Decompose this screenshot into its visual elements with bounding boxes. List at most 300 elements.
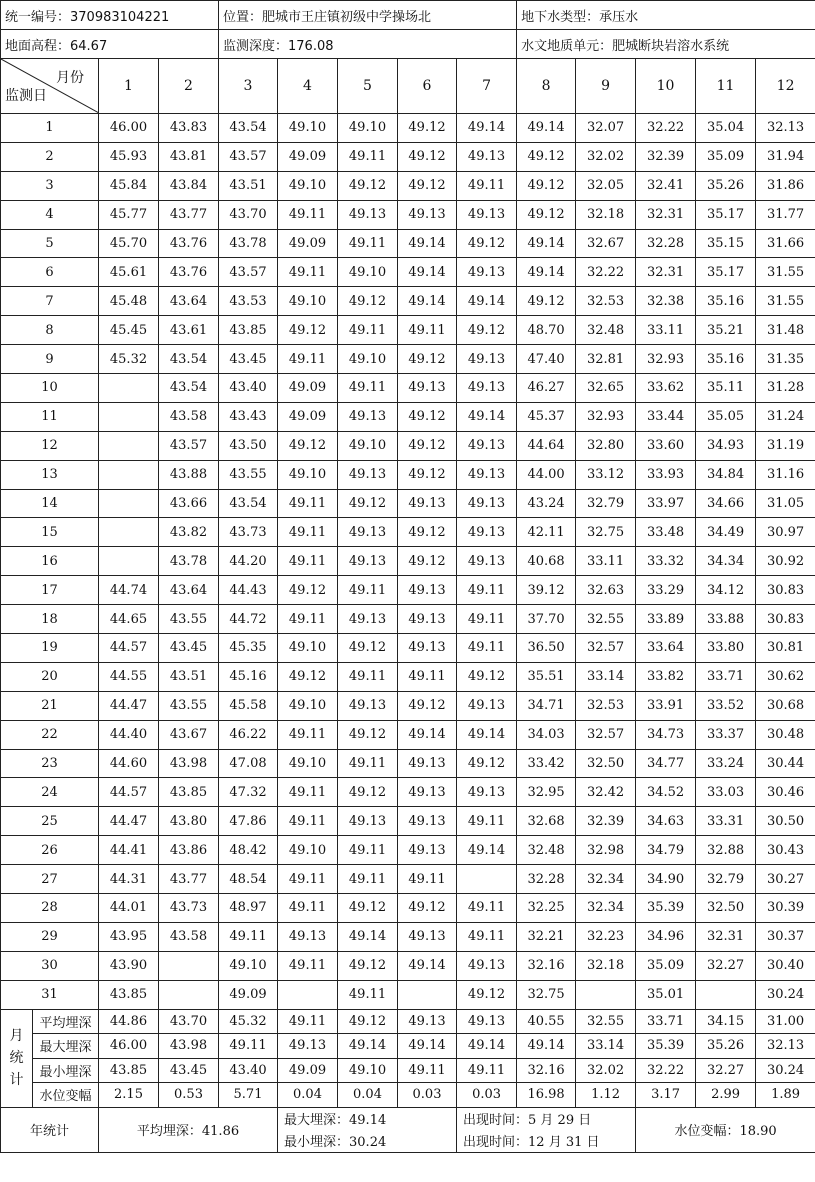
value-cell: 49.10 bbox=[338, 345, 398, 374]
value-cell: 49.14 bbox=[457, 402, 517, 431]
value-cell: 32.22 bbox=[576, 258, 636, 287]
value-cell: 43.54 bbox=[219, 489, 278, 518]
value-cell: 49.14 bbox=[398, 258, 457, 287]
value-cell: 49.14 bbox=[338, 922, 398, 951]
value-cell: 34.84 bbox=[696, 460, 756, 489]
table-row bbox=[1, 634, 815, 663]
value-cell: 49.12 bbox=[457, 980, 517, 1009]
value-cell: 43.73 bbox=[219, 518, 278, 547]
value-cell: 30.24 bbox=[756, 980, 815, 1009]
value-cell: 49.11 bbox=[278, 258, 338, 287]
value-cell: 43.77 bbox=[159, 865, 219, 894]
value-cell: 49.10 bbox=[338, 258, 398, 287]
table-row bbox=[1, 431, 815, 460]
stats-label: 最大埋深 bbox=[33, 1034, 99, 1059]
value-cell: 32.53 bbox=[576, 691, 636, 720]
day-cell: 4 bbox=[1, 200, 99, 229]
value-cell: 32.88 bbox=[696, 836, 756, 865]
value-cell: 43.88 bbox=[159, 460, 219, 489]
value-cell: 32.31 bbox=[636, 258, 696, 287]
value-cell: 43.55 bbox=[159, 605, 219, 634]
value-cell: 44.31 bbox=[99, 865, 159, 894]
value-cell: 49.13 bbox=[457, 431, 517, 460]
value-cell: 47.40 bbox=[517, 345, 576, 374]
value-cell: 49.14 bbox=[517, 258, 576, 287]
day-cell: 20 bbox=[1, 662, 99, 691]
stats-value-cell: 49.11 bbox=[278, 1009, 338, 1034]
value-cell: 30.62 bbox=[756, 662, 815, 691]
table-row bbox=[1, 951, 815, 980]
station-location: 位置：肥城市王庄镇初级中学操场北 bbox=[219, 1, 517, 30]
value-cell: 35.21 bbox=[696, 316, 756, 345]
value-cell: 49.14 bbox=[517, 114, 576, 143]
value-cell: 49.09 bbox=[278, 142, 338, 171]
value-cell: 43.76 bbox=[159, 258, 219, 287]
value-cell: 49.11 bbox=[338, 749, 398, 778]
value-cell: 49.11 bbox=[278, 951, 338, 980]
value-cell: 49.09 bbox=[219, 980, 278, 1009]
value-cell: 31.55 bbox=[756, 287, 815, 316]
stats-value-cell: 43.85 bbox=[99, 1058, 159, 1083]
monitoring-depth: 监测深度：176.08 bbox=[219, 30, 517, 59]
value-cell: 33.93 bbox=[636, 460, 696, 489]
day-cell: 28 bbox=[1, 894, 99, 923]
value-cell: 32.53 bbox=[576, 287, 636, 316]
value-cell: 49.12 bbox=[398, 171, 457, 200]
month-axis-label: 月份 bbox=[56, 70, 84, 86]
month-header: 1 bbox=[99, 59, 159, 114]
value-cell: 44.20 bbox=[219, 547, 278, 576]
day-cell: 7 bbox=[1, 287, 99, 316]
stats-value-cell: 49.14 bbox=[398, 1034, 457, 1059]
value-cell: 43.83 bbox=[159, 114, 219, 143]
value-cell: 32.81 bbox=[576, 345, 636, 374]
table-row bbox=[1, 374, 815, 403]
annual-range: 水位变幅：18.90 bbox=[636, 1107, 815, 1152]
table-row bbox=[1, 171, 815, 200]
value-cell: 32.98 bbox=[576, 836, 636, 865]
value-cell: 43.70 bbox=[219, 200, 278, 229]
stats-value-cell: 49.11 bbox=[398, 1058, 457, 1083]
month-header: 2 bbox=[159, 59, 219, 114]
value-cell: 33.42 bbox=[517, 749, 576, 778]
value-cell: 43.85 bbox=[219, 316, 278, 345]
value-cell: 49.11 bbox=[338, 980, 398, 1009]
value-cell: 45.61 bbox=[99, 258, 159, 287]
table-row bbox=[1, 316, 815, 345]
value-cell: 43.45 bbox=[159, 634, 219, 663]
value-cell: 49.12 bbox=[278, 316, 338, 345]
value-cell: 32.16 bbox=[517, 951, 576, 980]
stats-label: 水位变幅 bbox=[33, 1083, 99, 1108]
value-cell: 33.29 bbox=[636, 576, 696, 605]
value-cell: 33.97 bbox=[636, 489, 696, 518]
value-cell: 32.25 bbox=[517, 894, 576, 923]
table-row bbox=[1, 778, 815, 807]
value-cell: 44.41 bbox=[99, 836, 159, 865]
value-cell: 49.09 bbox=[278, 374, 338, 403]
value-cell: 31.66 bbox=[756, 229, 815, 258]
value-cell: 31.05 bbox=[756, 489, 815, 518]
value-cell: 44.47 bbox=[99, 691, 159, 720]
stats-value-cell: 0.04 bbox=[278, 1083, 338, 1108]
day-cell: 6 bbox=[1, 258, 99, 287]
value-cell: 30.48 bbox=[756, 720, 815, 749]
stats-value-cell: 49.09 bbox=[278, 1058, 338, 1083]
value-cell: 49.13 bbox=[338, 605, 398, 634]
day-cell: 13 bbox=[1, 460, 99, 489]
value-cell: 30.81 bbox=[756, 634, 815, 663]
table-row bbox=[1, 518, 815, 547]
value-cell: 35.01 bbox=[636, 980, 696, 1009]
value-cell: 49.12 bbox=[398, 142, 457, 171]
value-cell: 49.12 bbox=[398, 691, 457, 720]
value-cell: 31.19 bbox=[756, 431, 815, 460]
day-cell: 17 bbox=[1, 576, 99, 605]
value-cell: 31.48 bbox=[756, 316, 815, 345]
value-cell: 49.12 bbox=[398, 431, 457, 460]
value-cell: 44.65 bbox=[99, 605, 159, 634]
value-cell: 34.96 bbox=[636, 922, 696, 951]
value-cell: 46.22 bbox=[219, 720, 278, 749]
value-cell: 43.40 bbox=[219, 374, 278, 403]
stats-group-char: 月 bbox=[9, 1028, 24, 1045]
month-header: 7 bbox=[457, 59, 517, 114]
value-cell: 49.13 bbox=[457, 460, 517, 489]
value-cell: 49.11 bbox=[278, 894, 338, 923]
value-cell: 35.05 bbox=[696, 402, 756, 431]
day-cell: 1 bbox=[1, 114, 99, 143]
value-cell: 45.84 bbox=[99, 171, 159, 200]
value-cell: 43.67 bbox=[159, 720, 219, 749]
day-cell: 16 bbox=[1, 547, 99, 576]
value-cell: 35.04 bbox=[696, 114, 756, 143]
table-row bbox=[1, 547, 815, 576]
value-cell: 32.22 bbox=[636, 114, 696, 143]
value-cell: 49.09 bbox=[278, 402, 338, 431]
value-cell: 34.90 bbox=[636, 865, 696, 894]
value-cell: 49.10 bbox=[278, 287, 338, 316]
value-cell: 45.37 bbox=[517, 402, 576, 431]
stats-value-cell: 32.13 bbox=[756, 1034, 815, 1059]
value-cell: 43.85 bbox=[159, 778, 219, 807]
table-row bbox=[1, 749, 815, 778]
value-cell: 34.49 bbox=[696, 518, 756, 547]
value-cell: 49.13 bbox=[338, 200, 398, 229]
month-header: 3 bbox=[219, 59, 278, 114]
value-cell: 49.11 bbox=[457, 922, 517, 951]
value-cell: 30.92 bbox=[756, 547, 815, 576]
value-cell: 49.12 bbox=[338, 894, 398, 923]
table-row bbox=[1, 345, 815, 374]
value-cell: 32.80 bbox=[576, 431, 636, 460]
value-cell: 31.86 bbox=[756, 171, 815, 200]
value-cell: 49.10 bbox=[278, 114, 338, 143]
stats-value-cell: 0.03 bbox=[398, 1083, 457, 1108]
value-cell: 49.10 bbox=[278, 171, 338, 200]
value-cell: 43.85 bbox=[99, 980, 159, 1009]
value-cell: 43.54 bbox=[159, 345, 219, 374]
value-cell: 43.55 bbox=[159, 691, 219, 720]
value-cell bbox=[457, 865, 517, 894]
value-cell: 43.51 bbox=[219, 171, 278, 200]
day-cell: 3 bbox=[1, 171, 99, 200]
value-cell: 45.32 bbox=[99, 345, 159, 374]
value-cell: 49.12 bbox=[517, 287, 576, 316]
stats-value-cell: 45.32 bbox=[219, 1009, 278, 1034]
value-cell: 33.88 bbox=[696, 605, 756, 634]
day-cell: 23 bbox=[1, 749, 99, 778]
table-row bbox=[1, 980, 815, 1009]
value-cell: 47.32 bbox=[219, 778, 278, 807]
month-header: 4 bbox=[278, 59, 338, 114]
value-cell: 33.03 bbox=[696, 778, 756, 807]
value-cell: 43.58 bbox=[159, 922, 219, 951]
value-cell: 49.10 bbox=[278, 460, 338, 489]
value-cell: 33.48 bbox=[636, 518, 696, 547]
stats-value-cell: 49.12 bbox=[338, 1009, 398, 1034]
value-cell: 49.11 bbox=[457, 605, 517, 634]
value-cell: 49.13 bbox=[457, 778, 517, 807]
value-cell: 34.52 bbox=[636, 778, 696, 807]
water-type: 地下水类型：承压水 bbox=[517, 1, 815, 30]
value-cell: 43.81 bbox=[159, 142, 219, 171]
value-cell: 43.64 bbox=[159, 287, 219, 316]
value-cell: 46.27 bbox=[517, 374, 576, 403]
month-header: 6 bbox=[398, 59, 457, 114]
value-cell: 49.11 bbox=[338, 865, 398, 894]
month-header-row bbox=[1, 59, 815, 114]
value-cell: 45.77 bbox=[99, 200, 159, 229]
value-cell: 35.51 bbox=[517, 662, 576, 691]
value-cell: 35.26 bbox=[696, 171, 756, 200]
value-cell: 43.43 bbox=[219, 402, 278, 431]
value-cell: 34.66 bbox=[696, 489, 756, 518]
value-cell: 31.94 bbox=[756, 142, 815, 171]
value-cell: 49.11 bbox=[278, 547, 338, 576]
stats-value-cell: 43.45 bbox=[159, 1058, 219, 1083]
value-cell: 49.14 bbox=[457, 836, 517, 865]
value-cell: 49.13 bbox=[398, 807, 457, 836]
value-cell: 33.11 bbox=[576, 547, 636, 576]
monthly-stats-group-label bbox=[1, 1009, 33, 1107]
table-row bbox=[1, 691, 815, 720]
value-cell: 49.10 bbox=[219, 951, 278, 980]
value-cell: 48.97 bbox=[219, 894, 278, 923]
stats-value-cell: 2.15 bbox=[99, 1083, 159, 1108]
day-cell: 27 bbox=[1, 865, 99, 894]
month-header: 8 bbox=[517, 59, 576, 114]
value-cell: 48.70 bbox=[517, 316, 576, 345]
value-cell: 30.50 bbox=[756, 807, 815, 836]
value-cell: 32.21 bbox=[517, 922, 576, 951]
value-cell: 32.28 bbox=[517, 865, 576, 894]
stats-value-cell: 43.98 bbox=[159, 1034, 219, 1059]
value-cell: 47.08 bbox=[219, 749, 278, 778]
stats-value-cell: 2.99 bbox=[696, 1083, 756, 1108]
value-cell: 31.55 bbox=[756, 258, 815, 287]
value-cell: 30.27 bbox=[756, 865, 815, 894]
value-cell: 31.77 bbox=[756, 200, 815, 229]
value-cell: 44.01 bbox=[99, 894, 159, 923]
value-cell: 30.83 bbox=[756, 605, 815, 634]
value-cell: 43.80 bbox=[159, 807, 219, 836]
value-cell: 44.55 bbox=[99, 662, 159, 691]
value-cell: 43.53 bbox=[219, 287, 278, 316]
value-cell: 43.95 bbox=[99, 922, 159, 951]
value-cell: 44.64 bbox=[517, 431, 576, 460]
value-cell: 43.57 bbox=[219, 142, 278, 171]
value-cell: 49.12 bbox=[278, 576, 338, 605]
day-axis-label: 监测日 bbox=[5, 88, 47, 104]
value-cell: 49.11 bbox=[457, 171, 517, 200]
value-cell: 42.11 bbox=[517, 518, 576, 547]
day-cell: 26 bbox=[1, 836, 99, 865]
month-header: 9 bbox=[576, 59, 636, 114]
value-cell: 45.16 bbox=[219, 662, 278, 691]
value-cell: 33.91 bbox=[636, 691, 696, 720]
day-cell: 22 bbox=[1, 720, 99, 749]
value-cell: 43.64 bbox=[159, 576, 219, 605]
value-cell: 49.10 bbox=[278, 691, 338, 720]
value-cell: 44.57 bbox=[99, 634, 159, 663]
table-row bbox=[1, 807, 815, 836]
value-cell: 49.13 bbox=[457, 142, 517, 171]
annual-label: 年统计 bbox=[1, 1107, 99, 1152]
value-cell bbox=[576, 980, 636, 1009]
annual-max: 最大埋深：49.14 bbox=[278, 1107, 457, 1130]
value-cell: 49.11 bbox=[338, 374, 398, 403]
stats-value-cell: 32.22 bbox=[636, 1058, 696, 1083]
value-cell: 33.62 bbox=[636, 374, 696, 403]
value-cell: 49.12 bbox=[457, 749, 517, 778]
value-cell: 49.11 bbox=[219, 922, 278, 951]
value-cell: 35.16 bbox=[696, 345, 756, 374]
value-cell: 49.13 bbox=[398, 489, 457, 518]
value-cell: 49.11 bbox=[338, 316, 398, 345]
stats-value-cell: 1.12 bbox=[576, 1083, 636, 1108]
annual-max-time: 出现时间：5 月 29 日 bbox=[457, 1107, 636, 1130]
value-cell: 30.46 bbox=[756, 778, 815, 807]
value-cell: 49.12 bbox=[338, 778, 398, 807]
value-cell: 49.12 bbox=[398, 460, 457, 489]
value-cell: 47.86 bbox=[219, 807, 278, 836]
month-header: 5 bbox=[338, 59, 398, 114]
value-cell: 49.11 bbox=[338, 229, 398, 258]
value-cell: 49.11 bbox=[278, 605, 338, 634]
stats-value-cell: 1.89 bbox=[756, 1083, 815, 1108]
value-cell: 35.09 bbox=[696, 142, 756, 171]
station-id: 统一编号：370983104221 bbox=[1, 1, 219, 30]
value-cell: 32.75 bbox=[576, 518, 636, 547]
stats-value-cell: 0.53 bbox=[159, 1083, 219, 1108]
value-cell: 46.00 bbox=[99, 114, 159, 143]
stats-value-cell: 35.39 bbox=[636, 1034, 696, 1059]
value-cell: 34.12 bbox=[696, 576, 756, 605]
value-cell bbox=[99, 518, 159, 547]
value-cell: 49.14 bbox=[517, 229, 576, 258]
value-cell: 49.11 bbox=[278, 720, 338, 749]
day-cell: 11 bbox=[1, 402, 99, 431]
value-cell: 32.75 bbox=[517, 980, 576, 1009]
value-cell: 45.93 bbox=[99, 142, 159, 171]
stats-value-cell: 30.24 bbox=[756, 1058, 815, 1083]
value-cell: 49.11 bbox=[278, 865, 338, 894]
value-cell bbox=[99, 489, 159, 518]
value-cell: 44.60 bbox=[99, 749, 159, 778]
value-cell: 33.11 bbox=[636, 316, 696, 345]
value-cell: 32.79 bbox=[576, 489, 636, 518]
table-row bbox=[1, 894, 815, 923]
value-cell: 32.57 bbox=[576, 720, 636, 749]
stats-value-cell: 0.04 bbox=[338, 1083, 398, 1108]
value-cell: 49.12 bbox=[398, 345, 457, 374]
table-row bbox=[1, 720, 815, 749]
value-cell: 35.11 bbox=[696, 374, 756, 403]
table-row bbox=[1, 922, 815, 951]
value-cell: 32.38 bbox=[636, 287, 696, 316]
value-cell: 32.02 bbox=[576, 142, 636, 171]
value-cell: 49.13 bbox=[338, 691, 398, 720]
day-cell: 9 bbox=[1, 345, 99, 374]
value-cell: 43.61 bbox=[159, 316, 219, 345]
value-cell: 49.13 bbox=[398, 605, 457, 634]
value-cell: 49.13 bbox=[398, 922, 457, 951]
value-cell: 30.68 bbox=[756, 691, 815, 720]
value-cell: 33.14 bbox=[576, 662, 636, 691]
value-cell: 30.40 bbox=[756, 951, 815, 980]
value-cell: 49.14 bbox=[457, 287, 517, 316]
value-cell: 49.11 bbox=[278, 489, 338, 518]
value-cell: 43.55 bbox=[219, 460, 278, 489]
value-cell: 35.17 bbox=[696, 200, 756, 229]
value-cell: 31.16 bbox=[756, 460, 815, 489]
value-cell: 49.11 bbox=[278, 345, 338, 374]
value-cell: 49.13 bbox=[338, 547, 398, 576]
value-cell: 49.13 bbox=[398, 836, 457, 865]
value-cell: 32.18 bbox=[576, 951, 636, 980]
value-cell: 49.11 bbox=[398, 316, 457, 345]
value-cell: 49.11 bbox=[338, 836, 398, 865]
value-cell: 49.09 bbox=[278, 229, 338, 258]
day-cell: 10 bbox=[1, 374, 99, 403]
value-cell: 43.86 bbox=[159, 836, 219, 865]
stats-value-cell: 16.98 bbox=[517, 1083, 576, 1108]
value-cell bbox=[99, 374, 159, 403]
stats-label: 平均埋深 bbox=[33, 1009, 99, 1034]
day-cell: 2 bbox=[1, 142, 99, 171]
value-cell: 45.58 bbox=[219, 691, 278, 720]
value-cell: 49.14 bbox=[457, 720, 517, 749]
value-cell: 43.50 bbox=[219, 431, 278, 460]
value-cell: 43.58 bbox=[159, 402, 219, 431]
value-cell: 30.37 bbox=[756, 922, 815, 951]
value-cell: 49.13 bbox=[457, 547, 517, 576]
table-row bbox=[1, 460, 815, 489]
value-cell: 49.14 bbox=[398, 720, 457, 749]
value-cell: 32.39 bbox=[636, 142, 696, 171]
value-cell: 32.34 bbox=[576, 894, 636, 923]
table-row bbox=[1, 258, 815, 287]
day-cell: 31 bbox=[1, 980, 99, 1009]
value-cell: 32.50 bbox=[696, 894, 756, 923]
value-cell: 33.52 bbox=[696, 691, 756, 720]
value-cell: 43.54 bbox=[219, 114, 278, 143]
table-row bbox=[1, 402, 815, 431]
value-cell: 49.10 bbox=[338, 114, 398, 143]
value-cell bbox=[99, 547, 159, 576]
value-cell bbox=[398, 980, 457, 1009]
